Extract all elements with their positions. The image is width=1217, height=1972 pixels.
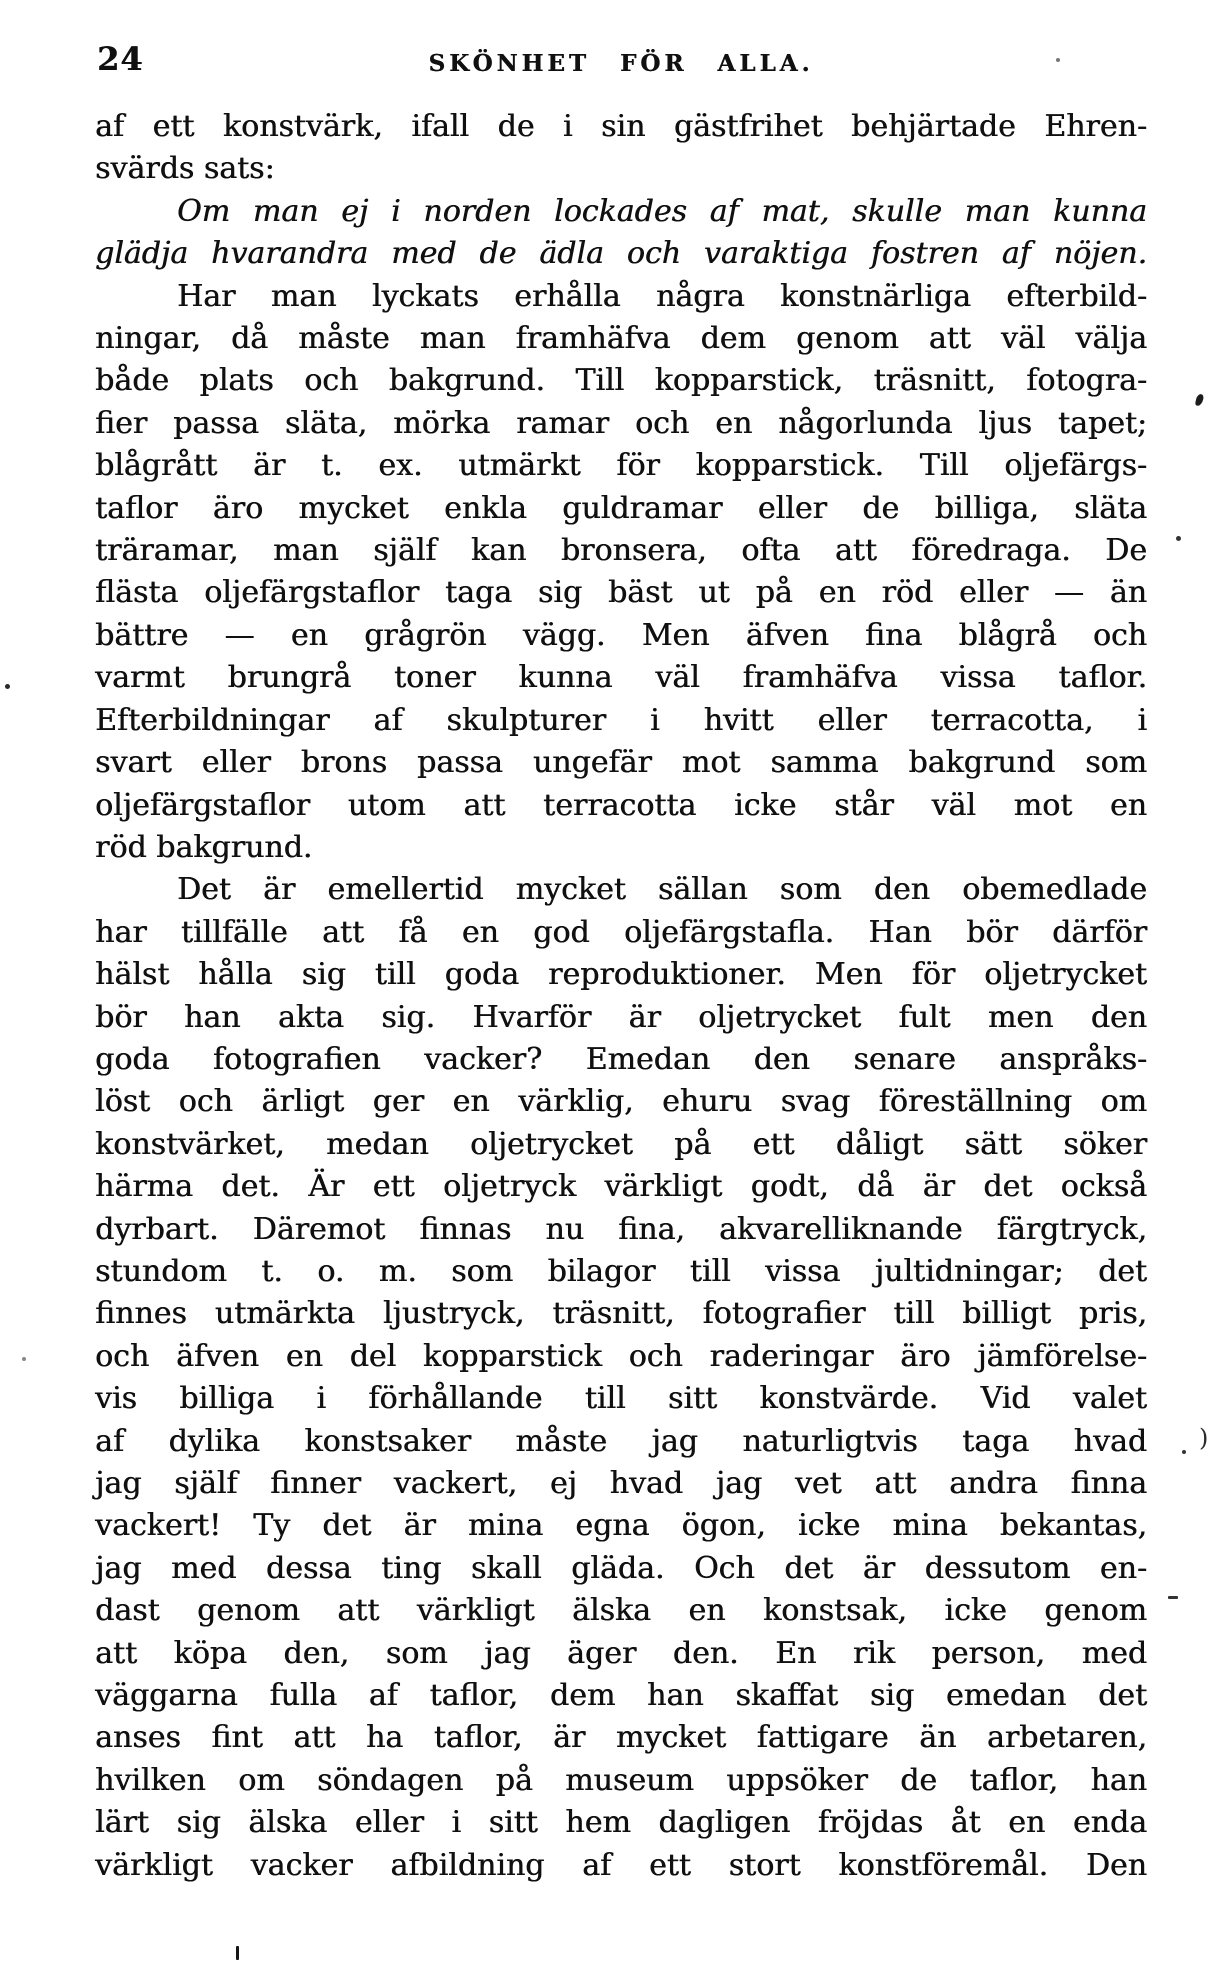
text-line: vackert! Ty det är mina egna ögon, icke mina bekantas, [95, 1508, 1147, 1544]
text-line: härma det. Är ett oljetryck värkligt godt, då är det också [95, 1169, 1147, 1205]
text-line: dast genom att värkligt älska en konstsak, icke genom [95, 1593, 1147, 1629]
text-line: Det är emellertid mycket sällan som den obemedlade [177, 872, 1147, 908]
text-line: vis billiga i förhållande till sitt konstvärde. Vid valet [95, 1381, 1147, 1417]
scan-speck-dash [1168, 1596, 1178, 1599]
text-line: röd bakgrund. [95, 829, 313, 865]
text-line: jag själf finner vackert, ej hvad jag vet att andra finna [95, 1466, 1147, 1501]
text-line: hälst hålla sig till goda reproduktioner. Men för oljetrycket [95, 957, 1147, 993]
text-line: lärt sig älska eller i sitt hem dagligen fröjdas åt en enda [95, 1805, 1147, 1841]
text-line: blågrått är t. ex. utmärkt för kopparstick. Till oljefärgs- [95, 448, 1147, 484]
text-line: har tillfälle att få en god oljefärgstafla. Han bör därför [95, 914, 1147, 950]
scan-paren-mark: ) [1199, 1424, 1209, 1452]
text-line: varmt brungrå toner kunna väl framhäfva vissa taflor. [95, 660, 1147, 696]
scan-speck-top-right [1056, 58, 1060, 62]
text-line: hvilken om söndagen på museum uppsöker de taflor, han [95, 1762, 1147, 1798]
text-line: och äfven en del kopparstick och raderingar äro jämförelse- [95, 1338, 1147, 1374]
text-line: svart eller brons passa ungefär mot samma bakgrund som [95, 745, 1147, 781]
text-line: flästa oljefärgstaflor taga sig bäst ut på en röd eller — än [95, 575, 1147, 611]
text-line: Har man lyckats erhålla några konstnärliga efterbild- [177, 278, 1147, 314]
text-line: väggarna fulla af taflor, dem han skaffat sig emedan det [95, 1678, 1147, 1714]
text-line: fier passa släta, mörka ramar och en någorlunda ljus tapet; [95, 405, 1147, 441]
text-line: af ett konstvärk, ifall de i sin gästfrihet behjärtade Ehren- [95, 109, 1147, 144]
text-line: värkligt vacker afbildning af ett stort konstföremål. Den [95, 1847, 1147, 1883]
text-line: dyrbart. Däremot finnas nu fina, akvarelliknande färgtryck, [95, 1211, 1147, 1247]
text-line: taflor äro mycket enkla guldramar eller de billiga, släta [95, 490, 1147, 526]
scan-speck-left-dot [5, 684, 10, 689]
text-line: finnes utmärkta ljustryck, träsnitt, fotografier till billigt pris, [95, 1296, 1147, 1332]
text-line: bör han akta sig. Hvarför är oljetrycket fult men den [95, 999, 1147, 1035]
text-line: svärds sats: [95, 151, 275, 187]
text-line: jag med dessa ting skall gläda. Och det är dessutom en- [95, 1550, 1147, 1586]
scan-speck-left-faint [22, 1357, 26, 1361]
text-line: träramar, man själf kan bronsera, ofta att föredraga. De [95, 533, 1147, 569]
text-line: stundom t. o. m. som bilagor till vissa jultidningar; det [95, 1253, 1147, 1289]
running-title: SKÖNHET FÖR ALLA. [428, 50, 814, 77]
text-line: bättre — en grågrön vägg. Men äfven fina blågrå och [95, 617, 1147, 653]
scan-speck-dot [1176, 536, 1181, 541]
page-body [95, 106, 1147, 1887]
text-line: både plats och bakgrund. Till kopparstick, träsnitt, fotogra- [95, 363, 1147, 399]
scan-speck-comma [1195, 393, 1204, 406]
text-line: konstvärket, medan oljetrycket på ett dåligt sätt söker [95, 1126, 1147, 1162]
text-line: ningar, då måste man framhäfva dem genom att väl välja [95, 321, 1147, 357]
scan-speck-dot2 [1182, 1450, 1186, 1454]
text-line: af dylika konstsaker måste jag naturligtvis taga hvad [95, 1423, 1147, 1459]
scan-speck-tick [236, 1946, 239, 1960]
text-line: löst och ärligt ger en värklig, ehuru svag föreställning om [95, 1084, 1147, 1120]
text-line-quote: glädja hvarandra med de ädla och varaktiga fostren af nöjen. [95, 236, 1147, 272]
page-number: 24 [97, 40, 144, 78]
text-line: oljefärgstaflor utom att terracotta icke står väl mot en [95, 787, 1147, 823]
text-line: Efterbildningar af skulpturer i hvitt eller terracotta, i [95, 702, 1147, 738]
text-line: goda fotografien vacker? Emedan den senare anspråks- [95, 1041, 1147, 1077]
text-line: att köpa den, som jag äger den. En rik person, med [95, 1635, 1147, 1671]
text-line-quote: Om man ej i norden lockades af mat, skulle man kunna [177, 193, 1147, 229]
text-line: anses fint att ha taflor, är mycket fattigare än arbetaren, [95, 1720, 1147, 1756]
